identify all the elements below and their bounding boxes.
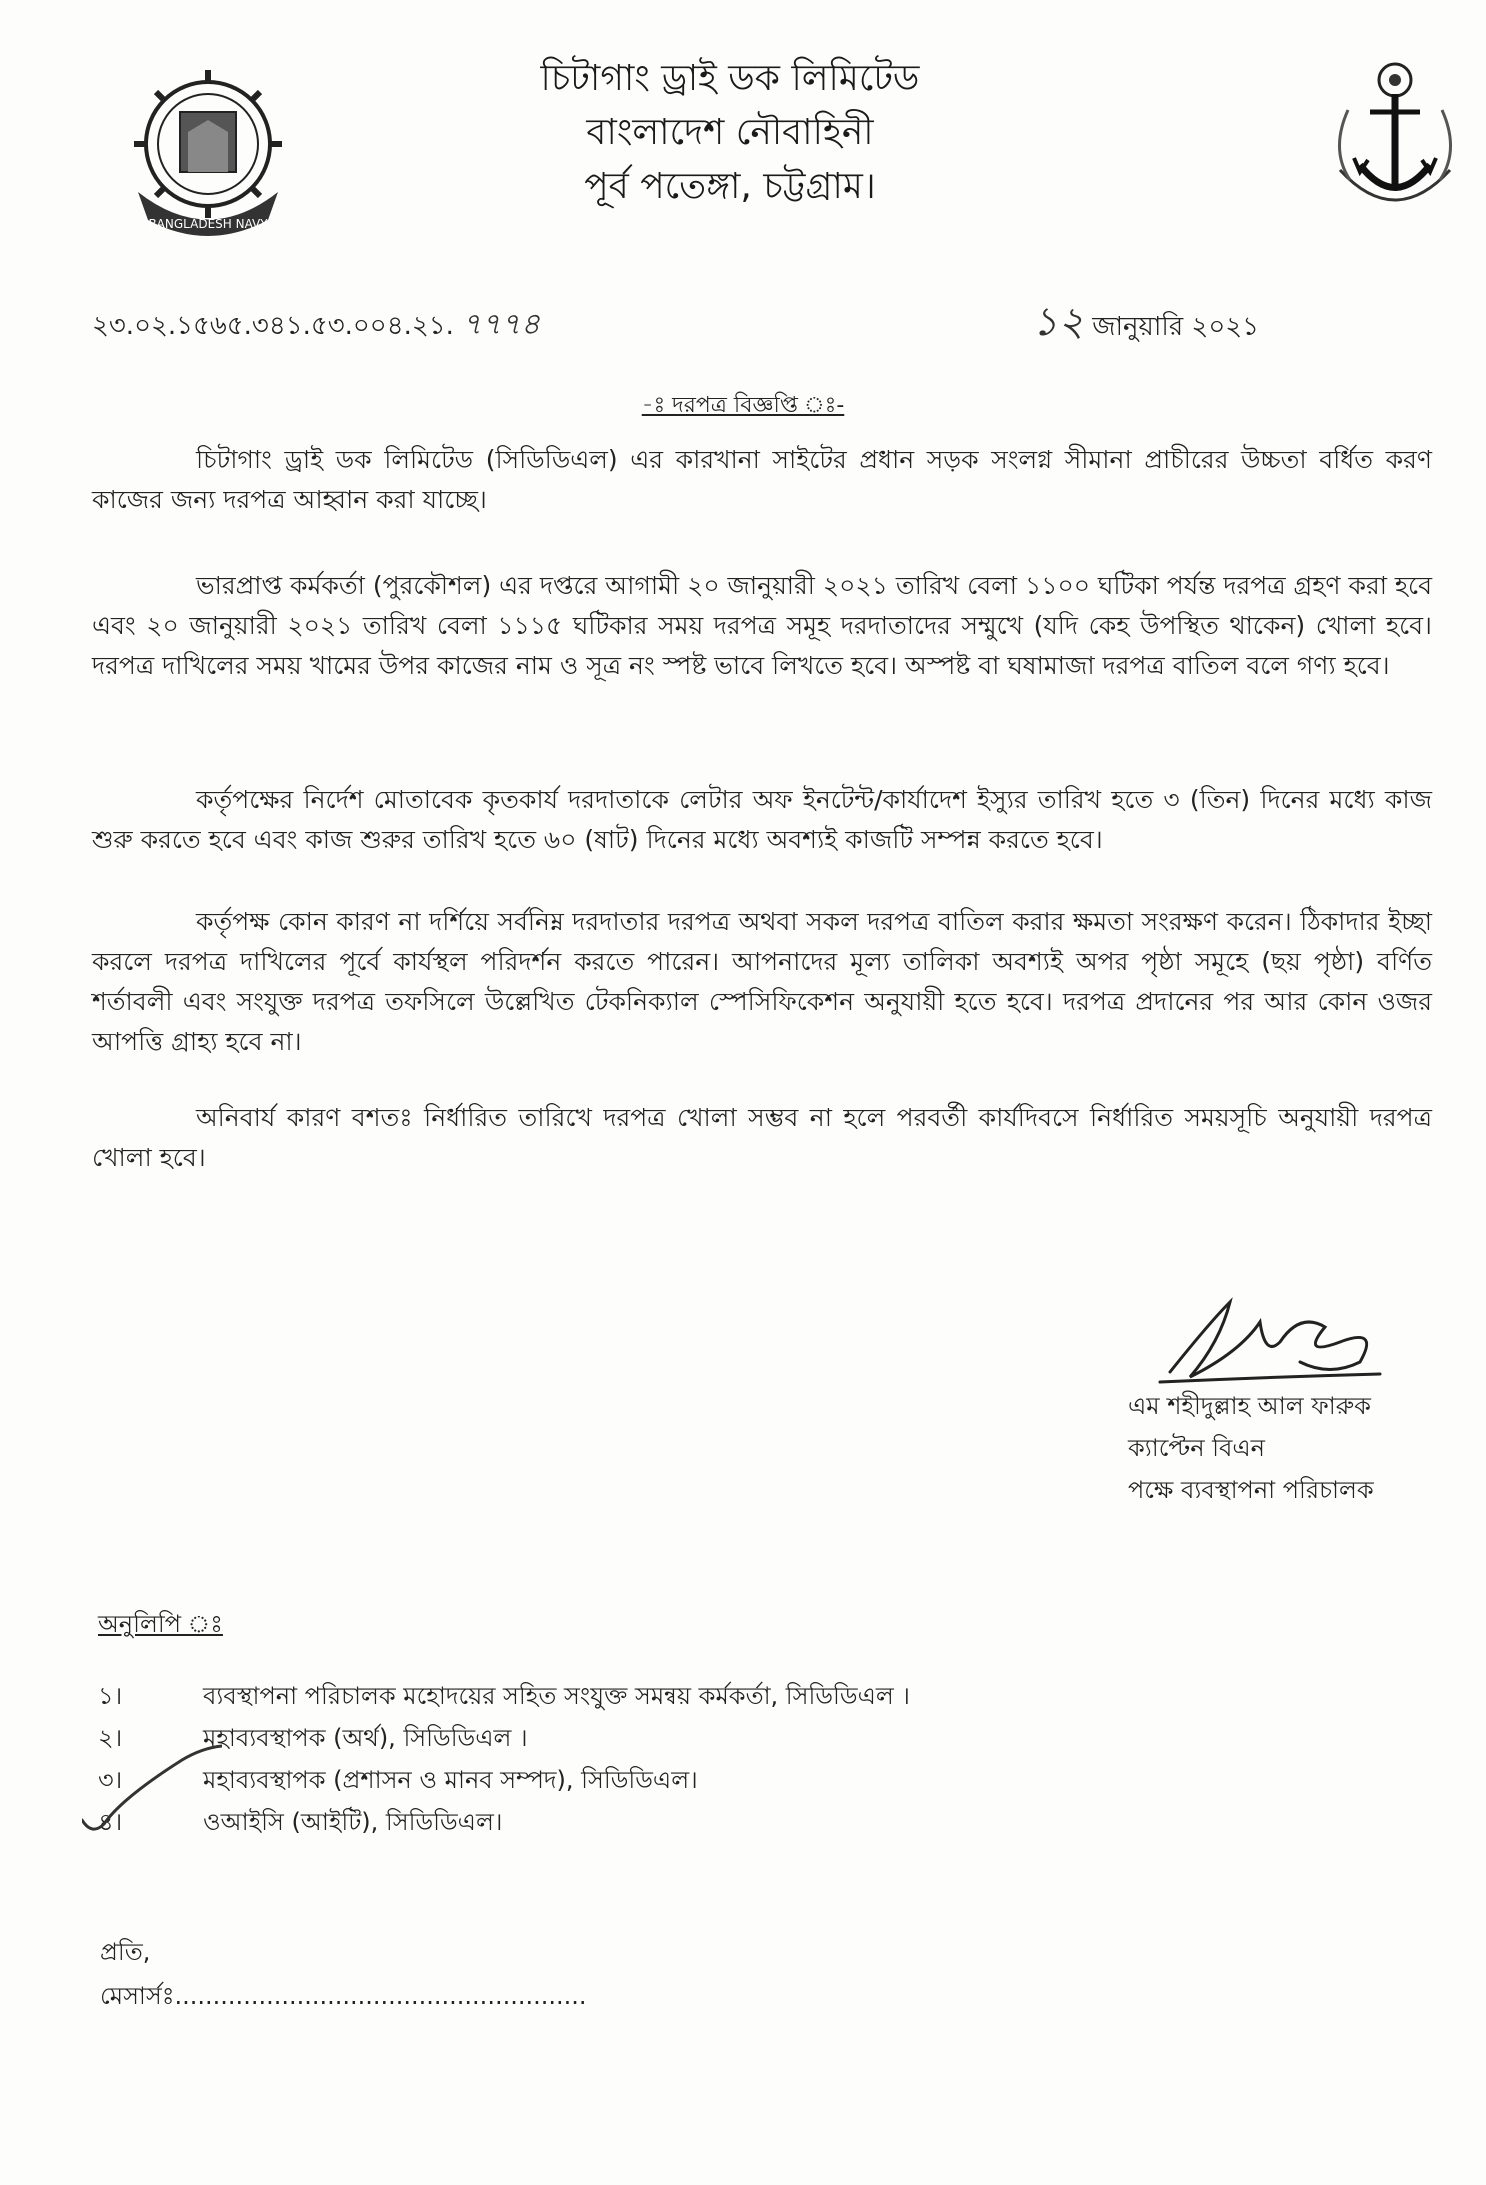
date-printed: জানুয়ারি ২০২১ (1092, 312, 1260, 342)
paragraph-4: কর্তৃপক্ষ কোন কারণ না দর্শিয়ে সর্বনিম্ন দরদাতার দরপত্র অথবা সকল দরপত্র বাতিল করার ক্ষমতা সংরক্ষণ করেন। ঠিকাদার ইচ্ছা করলে দরপত্র দাখিলের পূর্বে কার্যস্থল পরিদর্শন করতে পারেন। আপনাদের মূল্য তালিকা অবশ্যই অপর পৃষ্ঠা সমূহে (ছয় পৃষ্ঠা) বর্ণিত শর্তাবলী এবং সংযুক্ত দরপত্র তফসিলে উল্লেখিত টেকনিক্যাল স্পেসিফিকেশন অনুযায়ী হতে হবে। দরপত্র প্রদানের পর আর কোন ওজর আপত্তি গ্রাহ্য হবে না। (92, 907, 1432, 1056)
notice-subject: -ঃ দরপত্র বিজ্ঞপ্তি ঃ- (641, 393, 845, 418)
signatory-name: এম শহীদুল্লাহ আল ফারুক (1128, 1392, 1371, 1420)
date-day-handwritten: ১২ (1032, 299, 1084, 345)
svg-text:BANGLADESH NAVY: BANGLADESH NAVY (148, 217, 268, 231)
signatory-designation: পক্ষে ব্যবস্থাপনা পরিচালক (1128, 1476, 1374, 1504)
org-parent: বাংলাদেশ নৌবাহিনী (586, 112, 874, 153)
letterhead (450, 52, 1010, 214)
reference-printed: ২৩.০২.১৫৬৫.৩৪১.৫৩.০০৪.২১. (92, 311, 454, 341)
reference-handwritten: ৭৭৭৪ (462, 307, 541, 342)
signatory-rank: ক্যাপ্টেন বিএন (1128, 1434, 1265, 1462)
signature-icon (1150, 1282, 1390, 1397)
handwritten-tick-icon (82, 1728, 222, 1838)
paragraph-2: ভারপ্রাপ্ত কর্মকর্তা (পুরকৌশল) এর দপ্তরে আগামী ২০ জানুয়ারী ২০২১ তারিখ বেলা ১১০০ ঘটিকা পর্যন্ত দরপত্র গ্রহণ করা হবে এবং ২০ জানুয়ারী ২০২১ তারিখ বেলা ১১১৫ ঘটিকার সময় দরপত্র সমূহ দরদাতাদের সম্মুখে (যদি কেহ উপস্থিত থাকেন) খোলা হবে। দরপত্র দাখিলের সময় খামের উপর কাজের নাম ও সূত্র নং স্পষ্ট ভাবে লিখতে হবে। অস্পষ্ট বা ঘষামাজা দরপত্র বাতিল বলে গণ্য হবে। (92, 571, 1432, 680)
copy-item: ১। ব্যবস্থাপনা পরিচালক মহোদয়ের সহিত সংযুক্ত সমন্বয় কর্মকর্তা, সিডিডিএল । (98, 1682, 910, 1710)
copies-title: অনুলিপি ঃ (98, 1610, 223, 1638)
paragraph-1: চিটাগাং ড্রাই ডক লিমিটেড (সিডিডিএল) এর কারখানা সাইটের প্রধান সড়ক সংলগ্ন সীমানা প্রাচীরের উচ্চতা বর্ধিত করণ কাজের জন্য দরপত্র আহ্বান করা যাচ্ছে। (92, 445, 1432, 514)
navy-anchor-emblem-icon (1320, 50, 1470, 230)
recipient-label: প্রতি, (100, 1938, 151, 1966)
paragraph-5: অনিবার্য কারণ বশতঃ নির্ধারিত তারিখে দরপত্র খোলা সম্ভব না হলে পরবর্তী কার্যদিবসে নির্ধারিত সময়সূচি অনুযায়ী দরপত্র খোলা হবে। (92, 1103, 1432, 1172)
org-name: চিটাগাং ড্রাই ডক লিমিটেড (540, 58, 920, 99)
org-address: পূর্ব পতেঙ্গা, চট্টগ্রাম। (584, 166, 876, 207)
reference-number (92, 300, 540, 351)
signatory-block (1128, 1385, 1374, 1511)
recipient-messrs: মেসার্সঃ...................................................... (100, 1982, 587, 2010)
copy-item: ৪। ওআইসি (আইটি), সিডিডিএল। (98, 1808, 503, 1836)
cddl-logo-icon (118, 52, 298, 242)
recipient-block (100, 1930, 587, 2018)
copy-item: ২। মহাব্যবস্থাপক (অর্থ), সিডিডিএল । (98, 1724, 528, 1752)
issue-date (1032, 290, 1259, 357)
copy-item: ৩। মহাব্যবস্থাপক (প্রশাসন ও মানব সম্পদ), সিডিডিএল। (98, 1766, 698, 1794)
paragraph-3: কর্তৃপক্ষের নির্দেশ মোতাবেক কৃতকার্য দরদাতাকে লেটার অফ ইনটেন্ট/কার্যাদেশ ইস্যুর তারিখ হতে ৩ (তিন) দিনের মধ্যে কাজ শুরু করতে হবে এবং কাজ শুরুর তারিখ হতে ৬০ (ষাট) দিনের মধ্যে অবশ্যই কাজটি সম্পন্ন করতে হবে। (92, 785, 1432, 854)
